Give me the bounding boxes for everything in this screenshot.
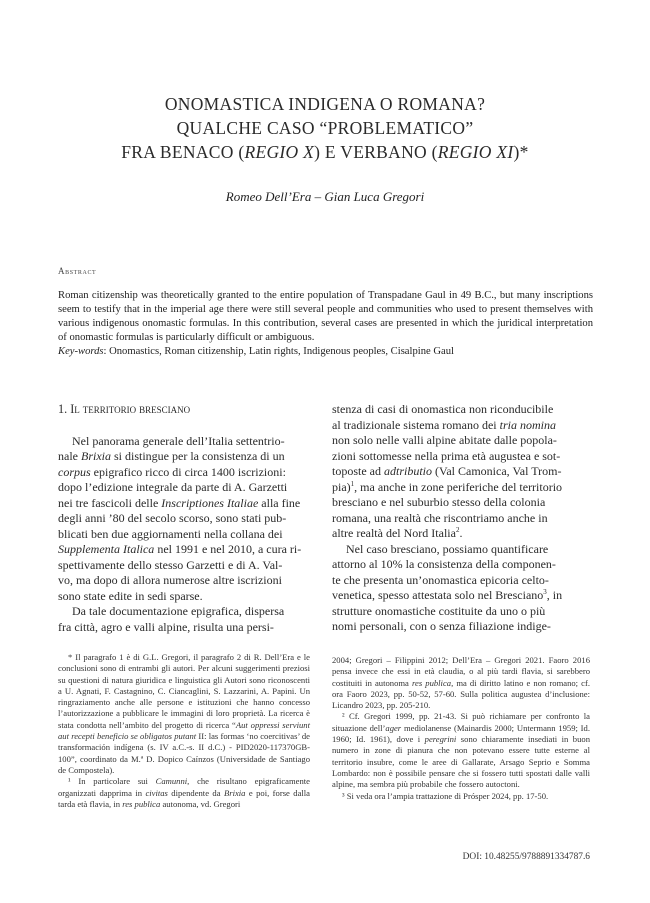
paragraph-line — [332, 464, 590, 480]
text-italic: res publica — [411, 677, 452, 688]
paragraph-line — [332, 418, 590, 434]
abstract-label: Abstract — [58, 266, 97, 276]
footnote-2 — [332, 711, 590, 790]
paragraph-line: stenza di casi di onomastica non riconducibile — [332, 402, 554, 416]
paragraph-line — [332, 588, 590, 604]
paragraph-line: blicati ben due aggiornamenti nella collana dei — [58, 526, 283, 541]
text-italic: civitas — [145, 787, 168, 798]
text: , che risultano epigraficamente organizzati dapprima in — [58, 776, 310, 798]
text: * Il paragrafo 1 è di G.L. Gregori, il paragrafo 2 di R. Dell’Era e le conclusioni sono di entrambi gli autori. Per alcuni suggerimenti preziosi su questioni di natura giuridica e linguistica gli Autori sono riconoscenti a U. Agnati, F. Castagnino, C. Ciancaglini, S. Lazzarini, A. Papini. Un ringraziamento anche alle persone e istituzioni che hanno concesso l’autorizzazione a pubblicare le immagini di loro proprietà. La ricerca è stata condotta nell’ambito del progetto di ricerca “ — [58, 652, 310, 730]
text: , in — [546, 588, 563, 602]
text-italic: Brixia — [223, 787, 246, 798]
text: , ma anche in zone periferiche del territorio — [354, 479, 563, 494]
paragraph-line — [58, 542, 310, 558]
text: autonoma, vd. Gregori — [160, 798, 241, 809]
authors: Romeo Dell’Era – Gian Luca Gregori — [225, 189, 425, 204]
text: , ma di diritto latino e non romano; cf. ora Faoro 2023, pp. 50-52, 57-60. Sulla politica augustea d’inclusione: Licandro 2023, pp. 205-210. — [332, 677, 591, 711]
footnote-1-continued — [332, 655, 590, 711]
text: pia) — [332, 479, 351, 494]
footnote-ref[interactable]: 3 — [543, 588, 547, 596]
text-italic: ager — [385, 722, 402, 733]
footnote-1 — [58, 776, 310, 810]
text: epigrafico ricco di circa 1400 iscrizioni: — [90, 464, 286, 479]
text: mediolanense (Mainardis 2000; Untermann 1959; Id. 1960; Id. 1961), dove i — [332, 722, 590, 745]
title-text: )* — [513, 142, 529, 162]
title-text: ) E VERBANO ( — [314, 142, 438, 162]
paragraph-line — [58, 449, 310, 465]
paragraph-line — [332, 526, 590, 542]
text-italic: adtributio — [384, 464, 433, 478]
title-line-1: ONOMASTICA INDIGENA O ROMANA? — [164, 94, 486, 114]
text-italic: res publica — [122, 798, 161, 809]
text: toposte ad — [332, 464, 384, 478]
paragraph-line: non solo nelle valli alpine abitate dalle popola- — [332, 433, 557, 447]
text: altre realtà del Nord Italia — [332, 526, 456, 540]
text-italic: Camunni — [155, 776, 188, 787]
keywords-list: : Onomastics, Roman citizenship, Latin rights, Indigenous peoples, Cisalpine Gaul — [103, 346, 454, 357]
paragraph-line: sono state edite in sedi sparse. — [58, 588, 203, 603]
paragraph-line — [58, 465, 310, 481]
section-number: 1. — [58, 402, 68, 416]
section-title: Il territorio bresciano — [70, 402, 191, 416]
paragraph-line: attorno al 10% la consistenza della componen- — [332, 557, 556, 571]
text-italic: Aut oppressi serviunt aut recepti beneficio se obligatos putant — [58, 719, 310, 742]
footnotes-left — [58, 652, 310, 810]
keywords — [58, 345, 593, 359]
footnote-ref[interactable]: 1 — [350, 479, 355, 488]
right-column — [332, 402, 590, 635]
paragraph-line: vo, ma dopo di allora numerose altre iscrizioni — [58, 573, 282, 587]
paragraph-line: nomi personali, con o senza filiazione indige- — [332, 619, 551, 633]
text: ² Cf. Gregori 1999, pp. 21-43. Si può richiamare per confronto la situazione dell’ — [332, 711, 590, 733]
paragraph-line: Nel panorama generale dell’Italia settentrio- — [72, 433, 285, 448]
title-text: FRA BENACO ( — [121, 142, 245, 162]
paragraph-line — [332, 480, 590, 496]
text-italic: Supplementa Italica — [58, 542, 155, 556]
text-italic: corpus — [58, 464, 91, 479]
paragraph-line: romana, una realtà che riscontriamo anche in — [332, 510, 548, 525]
text: nel 1991 e nel 2010, a cura ri- — [154, 542, 302, 556]
title-line-2: QUALCHE CASO “PROBLEMATICO” — [176, 118, 474, 138]
paragraph-line — [58, 496, 310, 512]
text: si distingue per la consistenza di un — [111, 449, 285, 463]
abstract-text: Roman citizenship was theoretically granted to the entire population of Transpadane Gaul in 49 B.C., but many inscriptions seem to testify that in the imperial age there were still several people and communities who used to present themselves with various indigenous onomastic formulas. In this contribution, several cases are presented in which the juridical interpretation of onomastic formulas is particularly difficult or ambiguous. — [58, 290, 593, 343]
text: sono chiaramente insediati in buon numero in zone di pianura che non potevano essere tutte esterne al territorio insubre, come le aree di Gallarate, Arsago Seprio e Somma Lombardo: non è possibile pensare che si fossero tutti spostati dalle valli alpine, ma sembra più probabile che fossero autoctoni. — [332, 734, 590, 790]
left-column — [58, 402, 310, 635]
text: nei tre fascicoli delle — [58, 495, 162, 510]
text: . — [459, 526, 463, 540]
paragraph-line: Da tale documentazione epigrafica, dispersa — [72, 604, 285, 618]
text: al tradizionale sistema romano dei — [332, 417, 500, 432]
paragraph-line: spettivamente dello stesso Garzetti e di A. Val- — [58, 557, 283, 572]
text: nale — [58, 449, 81, 463]
paragraph-line: degli anni ’80 del secolo scorso, sono stati pub- — [58, 511, 287, 525]
section-heading — [58, 402, 310, 418]
text: dipendente da — [167, 787, 224, 798]
paragraph-line: fra città, agro e valli alpine, risulta una persi- — [58, 619, 274, 634]
footnotes-right — [332, 655, 590, 802]
paragraph-line: bresciano e nel suburbio stesso della colonia — [332, 495, 546, 509]
text: ¹ In particolare sui — [68, 776, 156, 787]
text: (Val Camonica, Val Trom- — [432, 464, 562, 478]
paragraph-line: zioni sottomesse nella prima età augustea e sot- — [332, 448, 561, 463]
paragraph-line: strutture onomastiche costituite da uno o più — [332, 603, 546, 618]
text-italic: Inscriptiones Italiae — [161, 495, 259, 510]
text-italic: tria nomina — [499, 417, 556, 432]
text: alla fine — [258, 495, 301, 510]
title-italic: REGIO XI — [437, 142, 514, 162]
text: II: las formas ‘no coercitivas’ de transformación indígena (s. IV a.C.-s. II d.C.) - PID2020-117370GB-100”, coordinato da M.ª D. Dopico Caínzos (Universidade de Santiago de Compostela). — [58, 731, 310, 775]
text-italic: Brixia — [81, 449, 111, 463]
text: venetica, spesso attestata solo nel Bresciano — [332, 588, 544, 602]
text: 2004; Gregori – Filippini 2012; Dell’Era – Gregori 2021. Faoro 2016 pensa invece che essi in età claudia, o al più tardi flavia, si sarebbero costituiti in autonoma — [332, 655, 590, 688]
title-italic: REGIO X — [244, 142, 315, 162]
footnote-ref[interactable]: 2 — [455, 526, 460, 534]
abstract — [58, 289, 593, 359]
paragraph-line: dopo l’edizione integrale da parte di A. Garzetti — [58, 480, 288, 494]
text: e poi, forse dalla tarda età flavia, in — [58, 787, 310, 809]
footnote-3: ³ Si veda ora l’ampia trattazione di Prósper 2024, pp. 17-50. — [342, 790, 549, 801]
footnote-star — [58, 652, 310, 776]
doi[interactable]: DOI: 10.48255/9788891334787.6 — [462, 852, 590, 862]
title-line-3 — [60, 142, 590, 163]
paragraph-line: te che presenta un’onomastica epicoria celto- — [332, 572, 549, 587]
text-italic: peregrini — [424, 734, 457, 745]
paragraph-line: Nel caso bresciano, possiamo quantificare — [346, 541, 549, 556]
keywords-label: Key-words — [58, 346, 104, 357]
